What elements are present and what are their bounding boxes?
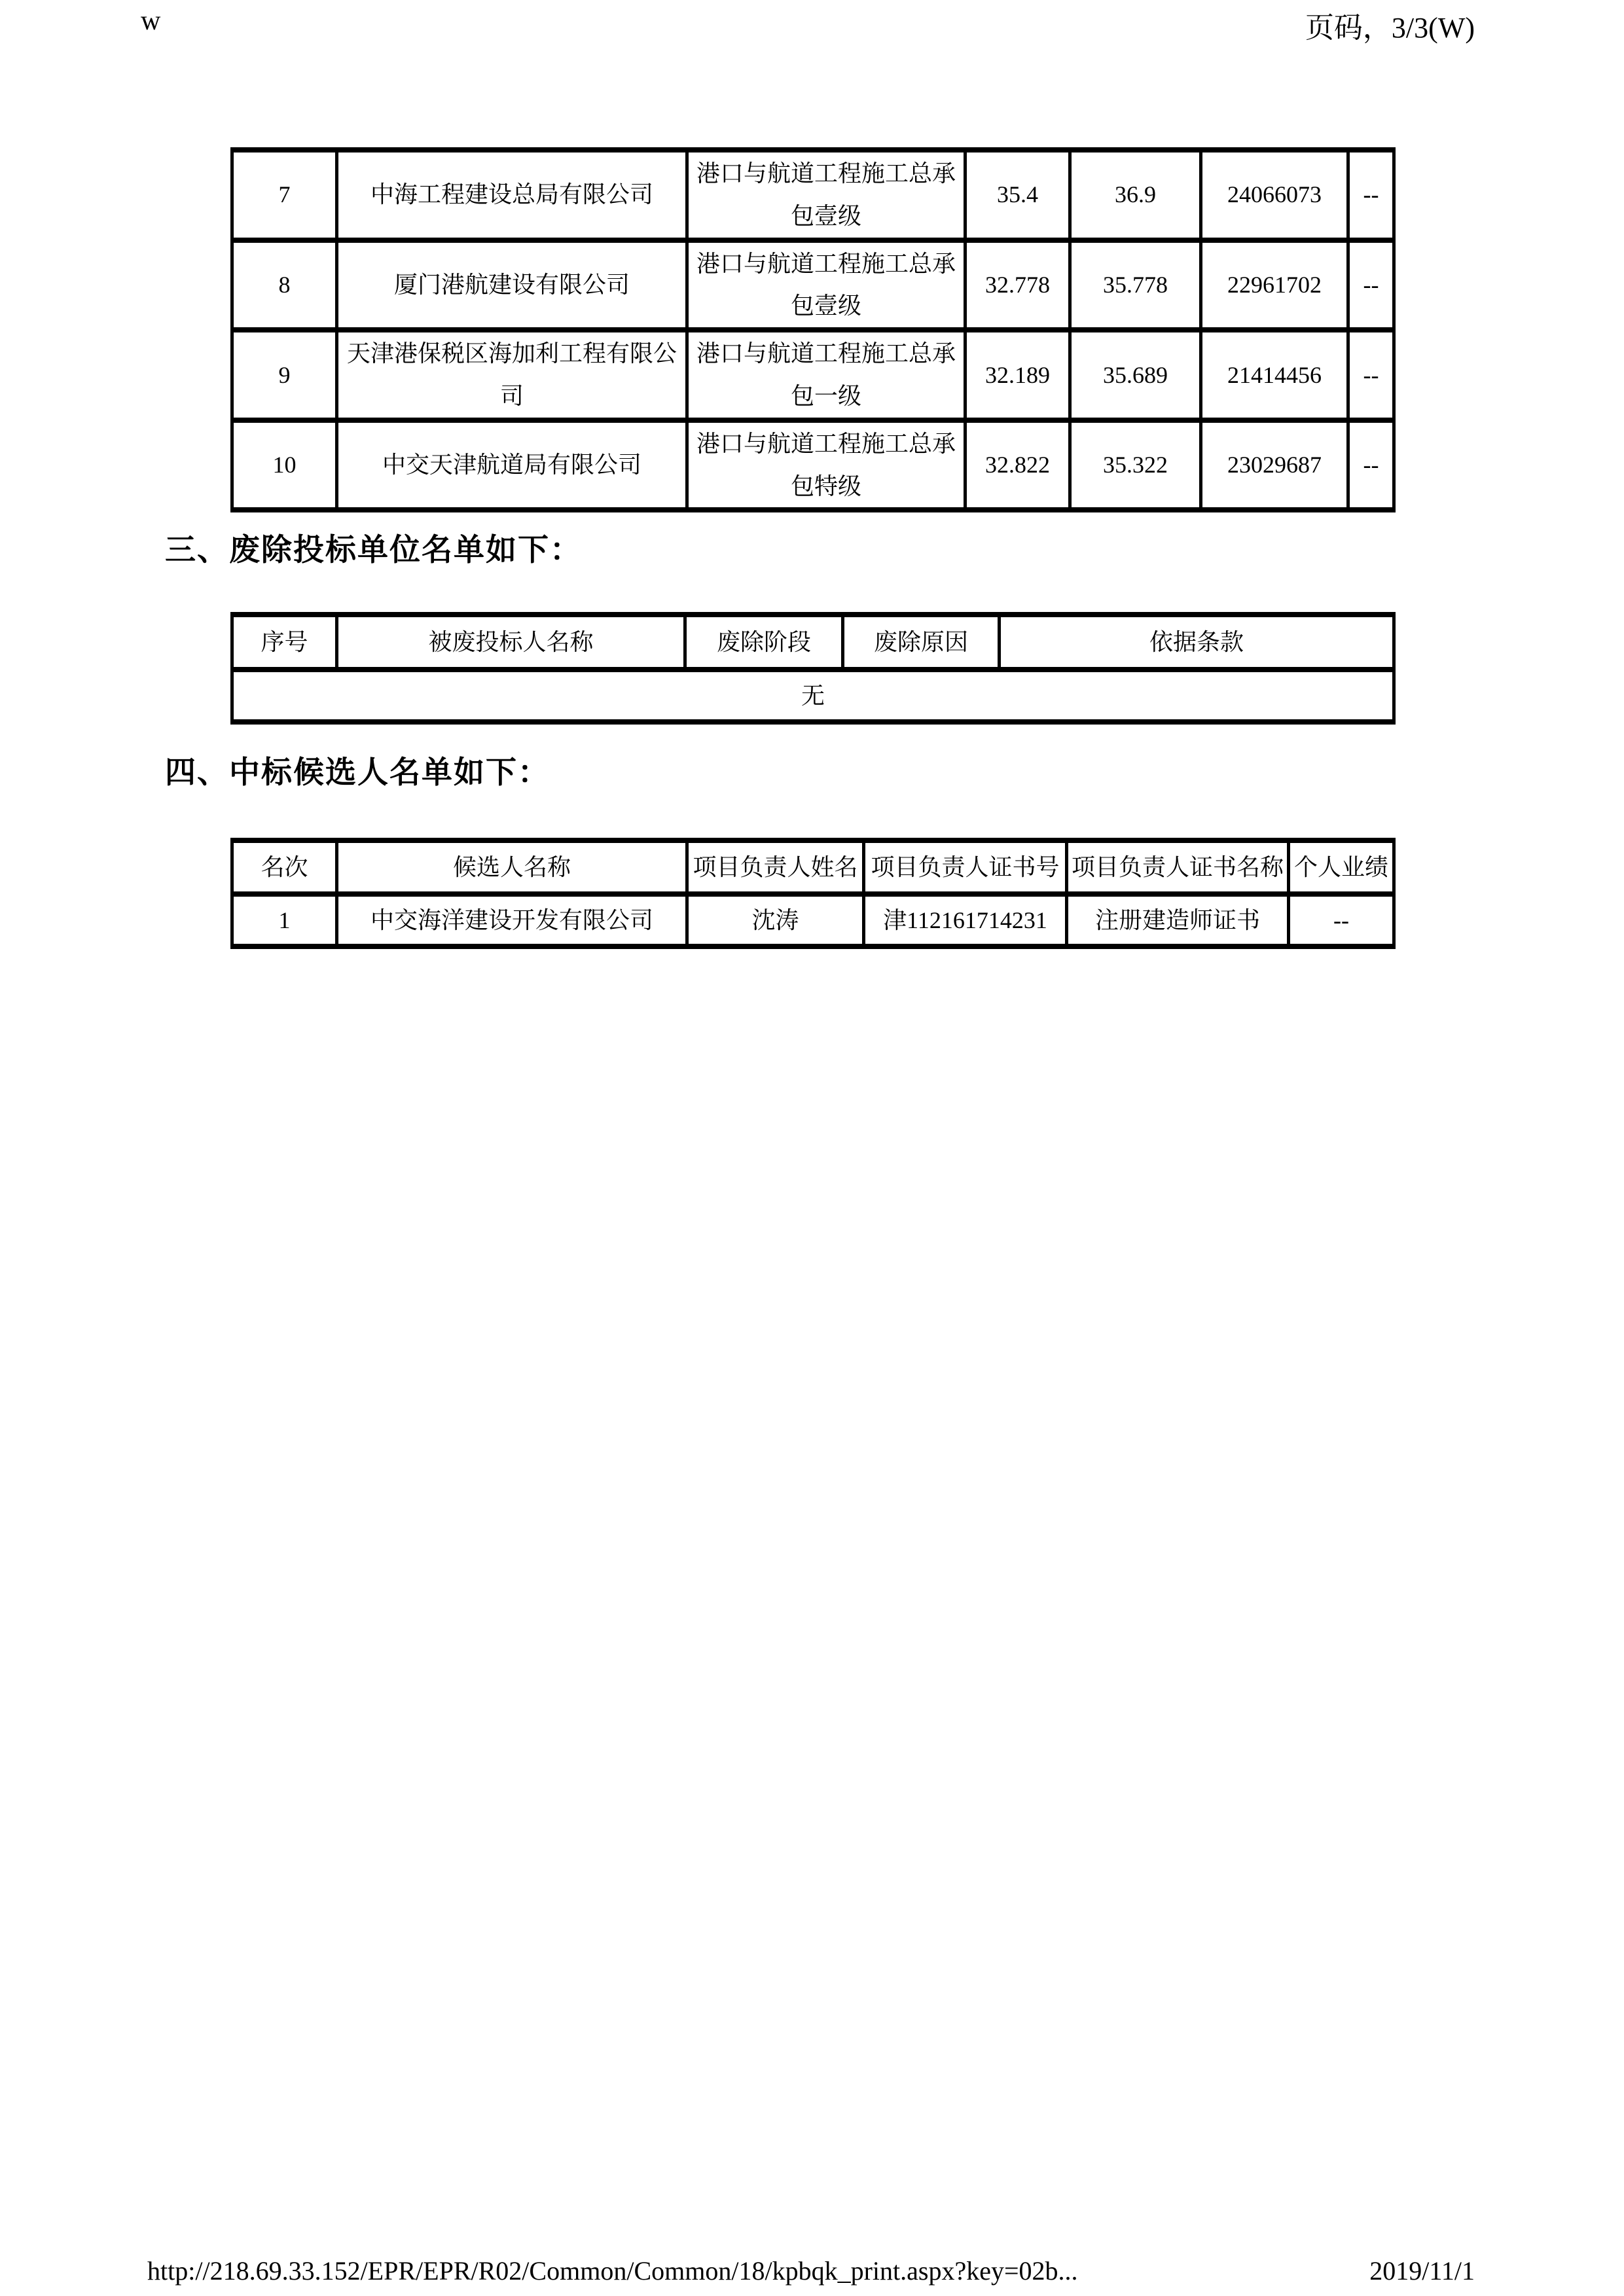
bid-rank: 7: [232, 150, 337, 240]
candidate-cert-name: 注册建造师证书: [1067, 894, 1289, 946]
col-header-rejected-name: 被废投标人名称: [337, 615, 685, 670]
col-header-no: 序号: [232, 615, 337, 670]
bid-company: 中海工程建设总局有限公司: [337, 150, 687, 240]
bid-score1: 32.822: [965, 420, 1070, 511]
table-row: [232, 150, 1394, 240]
winning-candidates-table: [230, 838, 1396, 949]
bid-qualification: 港口与航道工程施工总承包一级: [687, 330, 965, 420]
bid-rank: 10: [232, 420, 337, 511]
candidate-rank: 1: [232, 894, 337, 946]
bid-rank: 9: [232, 330, 337, 420]
table-row: [232, 894, 1394, 946]
bid-price: 24066073: [1201, 150, 1348, 240]
section-title-rejected-bidders: 三、废除投标单位名单如下：: [165, 532, 582, 567]
bid-score2: 35.689: [1070, 330, 1201, 420]
table-row: [232, 330, 1394, 420]
bid-price: 22961702: [1201, 240, 1348, 331]
table-header-row: [232, 615, 1394, 670]
footer-url: http://218.69.33.152/EPR/EPR/R02/Common/Common/18/kpbqk_print.aspx?key=02b...: [147, 2256, 1078, 2286]
candidate-performance: --: [1289, 894, 1394, 946]
table-row: [232, 240, 1394, 331]
col-header-clause: 依据条款: [1000, 615, 1394, 670]
bid-note: --: [1348, 330, 1394, 420]
candidate-cert-no: 津112161714231: [864, 894, 1067, 946]
bid-note: --: [1348, 420, 1394, 511]
col-header-manager: 项目负责人姓名: [687, 840, 864, 894]
col-header-stage: 废除阶段: [685, 615, 843, 670]
header-left-mark: w: [141, 6, 161, 36]
table-row: [232, 670, 1394, 722]
bid-score2: 35.778: [1070, 240, 1201, 331]
bid-score1: 32.189: [965, 330, 1070, 420]
bid-qualification: 港口与航道工程施工总承包壹级: [687, 150, 965, 240]
col-header-performance: 个人业绩: [1289, 840, 1394, 894]
bid-rank: 8: [232, 240, 337, 331]
footer-date: 2019/11/1: [1369, 2256, 1475, 2286]
candidate-name: 中交海洋建设开发有限公司: [337, 894, 687, 946]
table-row: [232, 420, 1394, 511]
rejected-bidders-table: [230, 612, 1396, 725]
table-header-row: [232, 840, 1394, 894]
bid-note: --: [1348, 150, 1394, 240]
bid-company: 中交天津航道局有限公司: [337, 420, 687, 511]
bid-score1: 32.778: [965, 240, 1070, 331]
header-page-indicator: 页码，3/3(W): [1305, 12, 1475, 44]
rejected-none-cell: 无: [232, 670, 1394, 722]
bid-note: --: [1348, 240, 1394, 331]
bid-company: 厦门港航建设有限公司: [337, 240, 687, 331]
bid-qualification: 港口与航道工程施工总承包壹级: [687, 240, 965, 331]
bid-results-table: [230, 147, 1396, 512]
bid-price: 21414456: [1201, 330, 1348, 420]
bid-qualification: 港口与航道工程施工总承包特级: [687, 420, 965, 511]
col-header-rank: 名次: [232, 840, 337, 894]
bid-score1: 35.4: [965, 150, 1070, 240]
section-title-winning-candidates: 四、中标候选人名单如下：: [165, 755, 550, 789]
col-header-candidate-name: 候选人名称: [337, 840, 687, 894]
bid-score2: 35.322: [1070, 420, 1201, 511]
bid-price: 23029687: [1201, 420, 1348, 511]
candidate-manager: 沈涛: [687, 894, 864, 946]
col-header-cert-name: 项目负责人证书名称: [1067, 840, 1289, 894]
bid-company: 天津港保税区海加利工程有限公司: [337, 330, 687, 420]
col-header-reason: 废除原因: [843, 615, 1000, 670]
col-header-cert-no: 项目负责人证书号: [864, 840, 1067, 894]
page-footer: [147, 2255, 1475, 2286]
bid-score2: 36.9: [1070, 150, 1201, 240]
